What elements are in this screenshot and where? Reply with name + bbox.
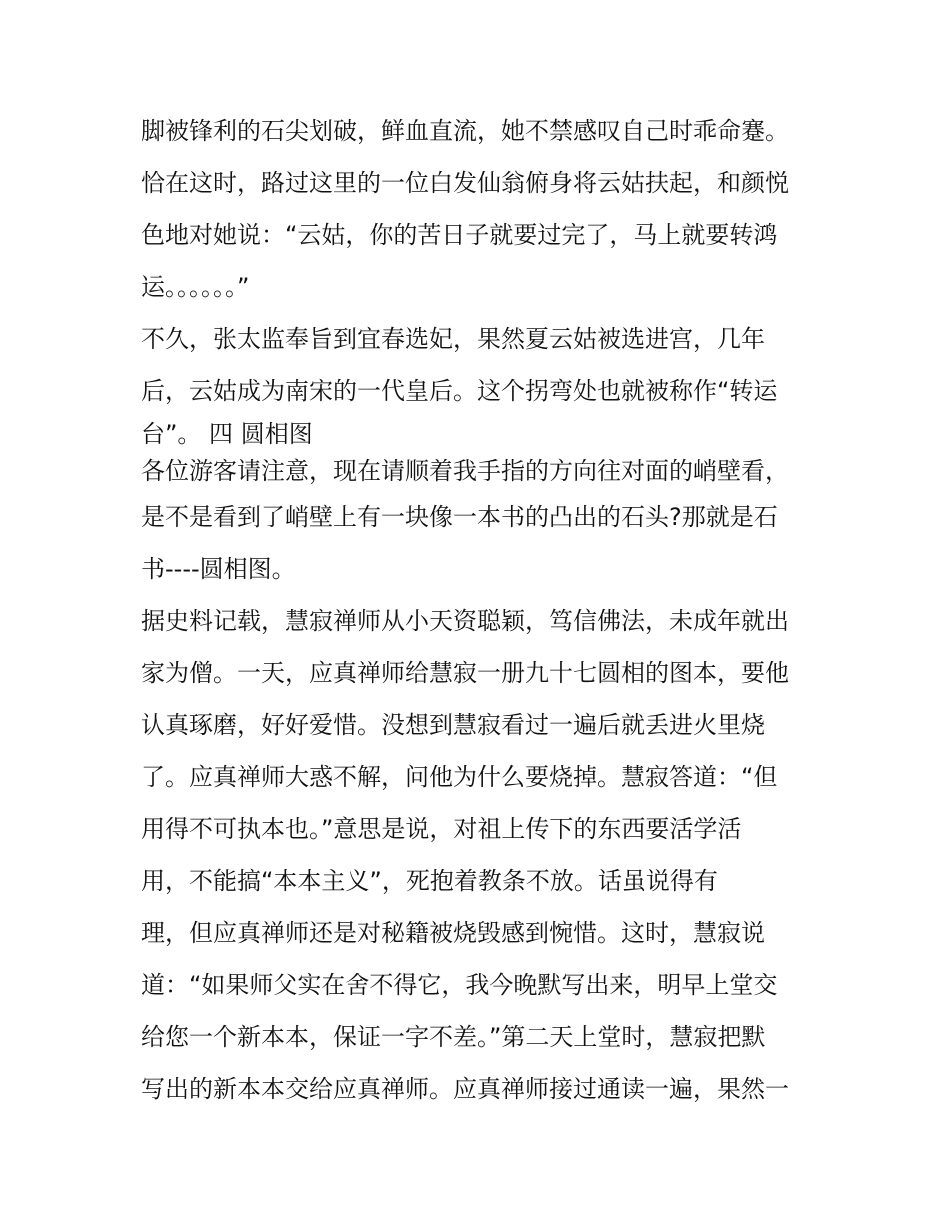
text-line: 家为僧。一天，应真禅师给慧寂一册九十七圆相的图本，要他 bbox=[141, 659, 789, 687]
text-line: 后，云姑成为南宋的一代皇后。这个拐弯处也就被称作“转运 bbox=[141, 377, 778, 405]
text-line: 色地对她说：“云姑，你的苦日子就要过完了，马上就要转鸿 bbox=[141, 221, 778, 249]
text-line: 认真琢磨，好好爱惜。没想到慧寂看过一遍后就丢进火里烧 bbox=[141, 711, 765, 739]
text-line: 不久，张太监奉旨到宜春选妃，果然夏云姑被选进宫，几年 bbox=[141, 325, 765, 353]
text-line: 道：“如果师父实在舍不得它，我今晚默写出来，明早上堂交 bbox=[141, 971, 778, 999]
text-line: 据史料记载，慧寂禅师从小天资聪颖，笃信佛法，未成年就出 bbox=[141, 607, 789, 635]
document-body bbox=[141, 105, 821, 1115]
text-line: 脚被锋利的石尖划破，鲜血直流，她不禁感叹自己时乖命蹇。 bbox=[141, 117, 789, 145]
text-line: 给您一个新本本，保证一字不差。”第二天上堂时，慧寂把默 bbox=[141, 1023, 766, 1051]
text-line: 理，但应真禅师还是对秘籍被烧毁感到惋惜。这时，慧寂说 bbox=[141, 919, 765, 947]
text-line: 是不是看到了峭壁上有一块像一本书的凸出的石头?那就是石 bbox=[141, 503, 778, 531]
text-line: 用得不可执本也。”意思是说，对祖上传下的东西要活学活 bbox=[141, 815, 742, 843]
text-line: 了。应真禅师大惑不解，问他为什么要烧掉。慧寂答道：“但 bbox=[141, 763, 778, 791]
text-line: 运。。。。。。” bbox=[141, 273, 250, 301]
text-line: 书----圆相图。 bbox=[141, 555, 296, 583]
text-line: 用，不能搞“本本主义”，死抱着教条不放。话虽说得有 bbox=[141, 867, 718, 895]
text-line: 台”。 四 圆相图 bbox=[141, 420, 313, 448]
text-line: 写出的新本本交给应真禅师。应真禅师接过通读一遍，果然一 bbox=[141, 1075, 789, 1103]
text-line: 各位游客请注意，现在请顺着我手指的方向往对面的峭壁看， bbox=[141, 457, 789, 485]
text-line: 恰在这时，路过这里的一位白发仙翁俯身将云姑扶起，和颜悦 bbox=[141, 169, 789, 197]
